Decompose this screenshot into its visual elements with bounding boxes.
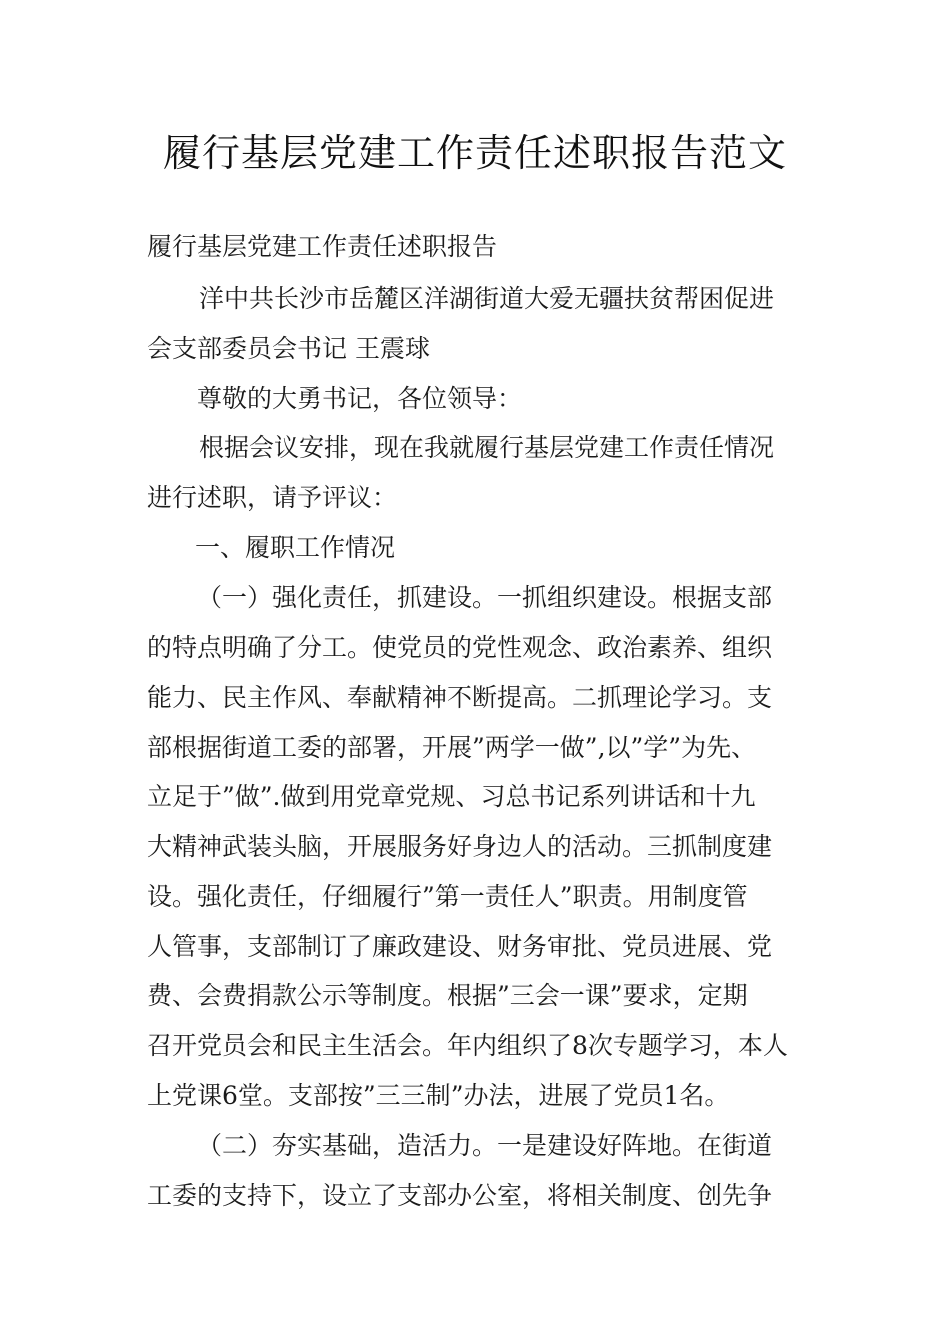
- body-line-6: 大精神武装头脑，开展服务好身边人的活动。三抓制度建: [147, 832, 773, 861]
- body-line-1: （一）强化责任，抓建设。一抓组织建设。根据支部: [197, 583, 773, 612]
- body-line-12: （二）夯实基础，造活力。一是建设好阵地。在街道: [197, 1131, 773, 1160]
- intro-line-2: 进行述职，请予评议：: [147, 483, 398, 512]
- intro-line-1: 根据会议安排，现在我就履行基层党建工作责任情况: [199, 433, 775, 462]
- body-line-5: 立足于”做”.做到用党章党规、习总书记系列讲话和十九: [147, 782, 756, 811]
- author-line-2: 会支部委员会书记 王震球: [147, 334, 430, 363]
- body-line-3: 能力、民主作风、奉献精神不断提高。二抓理论学习。支: [147, 683, 773, 712]
- body-line-8: 人管事，支部制订了廉政建设、财务审批、党员进展、党: [147, 932, 773, 961]
- body-line-2: 的特点明确了分工。使党员的党性观念、政治素养、组织: [147, 633, 773, 662]
- document-title: 履行基层党建工作责任述职报告范文: [162, 131, 787, 175]
- body-line-11: 上党课6堂。支部按”三三制”办法，进展了党员1名。: [147, 1081, 730, 1110]
- body-line-4: 部根据街道工委的部署，开展”两学一做”,以”学”为先、: [147, 733, 757, 762]
- body-line-9: 费、会费捐款公示等制度。根据”三会一课”要求，定期: [147, 981, 748, 1010]
- body-line-13: 工委的支持下，设立了支部办公室，将相关制度、创先争: [147, 1181, 773, 1210]
- salutation: 尊敬的大勇书记，各位领导：: [197, 384, 523, 413]
- author-line-1: 洋中共长沙市岳麓区洋湖街道大爱无疆扶贫帮困促进: [199, 284, 775, 313]
- section-heading: 一、履职工作情况: [195, 533, 396, 562]
- body-line-10: 召开党员会和民主生活会。年内组织了8次专题学习，本人: [147, 1031, 788, 1060]
- report-subtitle: 履行基层党建工作责任述职报告: [147, 232, 498, 261]
- body-line-7: 设。强化责任，仔细履行”第一责任人”职责。用制度管: [147, 882, 748, 911]
